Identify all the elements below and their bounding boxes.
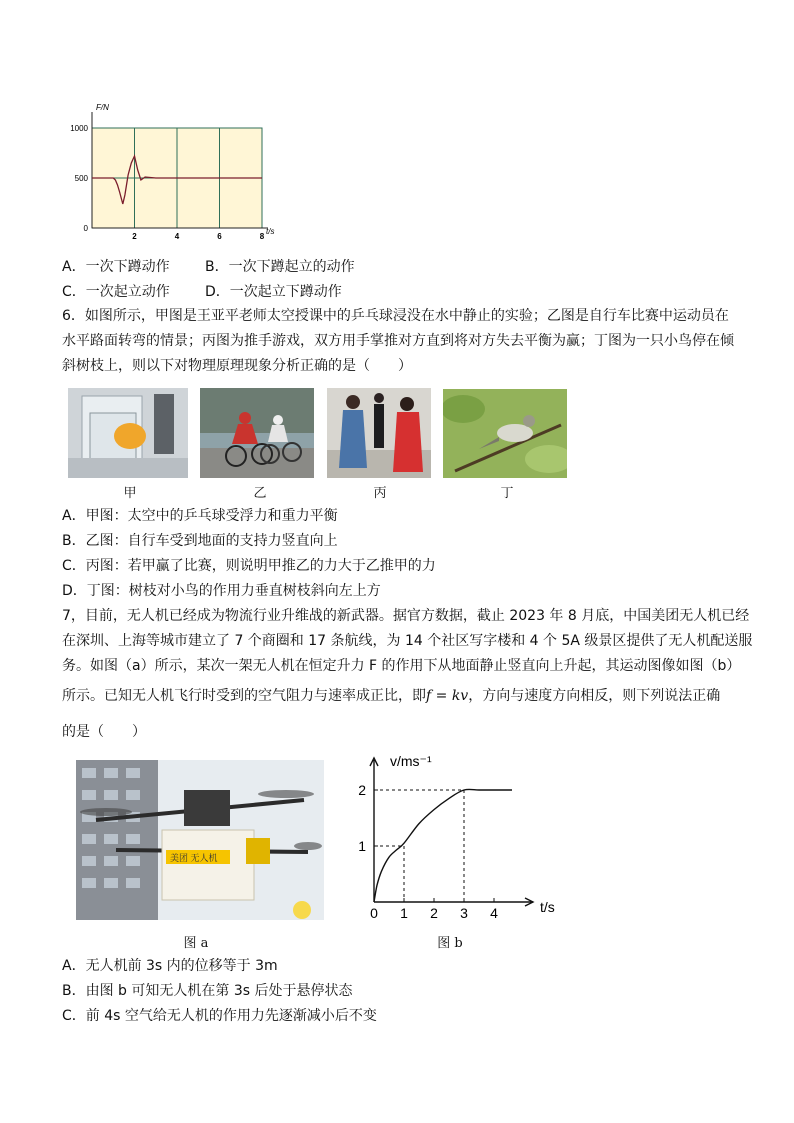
q5-options-row-1 [62,257,355,277]
q7-stem-line-2: 在深圳、上海等城市建立了 7 个商圈和 17 条航线，为 14 个社区写字楼和 4 个 5A 级景区提供了无人机配送服 [62,633,753,649]
x-tick-label: 6 [217,232,222,241]
x-tick-label: 8 [259,232,265,241]
photo-bing-push-hands-game [327,388,431,478]
x-tick-label: 3 [460,905,468,921]
q7-option-b: B．由图 b 可知无人机在第 3s 后处于悬停状态 [62,983,353,999]
q5-option-a: A．一次下蹲动作 [62,259,170,275]
x-tick-label: 4 [490,905,498,921]
photo-yi-cyclists-turning [200,388,314,478]
force-time-chart [60,100,290,248]
caption-figure-a: 图 a [183,936,209,951]
drag-formula: f = kv [426,688,469,704]
x-tick-label: 4 [174,232,180,241]
q7-line4-pre: 所示。已知无人机飞行时受到的空气阻力与速率成正比，即 [62,688,426,704]
q6-stem-line-2: 水平路面转弯的情景；丙图为推手游戏，双方用手掌推对方直到将对方失去平衡为赢；丁图为一只小鸟停在倾 [62,333,734,349]
caption-figure-b: 图 b [437,936,463,951]
drone-label: 美团 无人机 [170,853,218,863]
y-axis-label: v/ms⁻¹ [390,753,432,769]
q7-option-a: A．无人机前 3s 内的位移等于 3m [62,958,278,974]
x-axis-label: t/s [266,227,275,236]
y-axis-label: F/N [96,103,109,112]
caption-jia: 甲 [123,486,137,501]
q7-stem-line-4 [62,686,720,706]
q5-option-c: C．一次起立动作 [62,284,170,300]
q6-option-d: D．丁图：树枝对小鸟的作用力垂直树枝斜向左上方 [62,583,381,599]
q7-stem-line-1: 7，目前，无人机已经成为物流行业升维战的新武器。据官方数据，截止 2023 年 8 月底，中国美团无人机已经 [62,608,750,624]
caption-yi: 乙 [253,486,267,501]
q5-options-row-2 [62,282,342,302]
q6-option-b: B．乙图：自行车受到地面的支持力竖直向上 [62,533,338,549]
q7-option-c: C．前 4s 空气给无人机的作用力先逐渐减小后不变 [62,1008,377,1024]
caption-bing: 丙 [373,486,387,501]
chart-axes [370,758,533,906]
photo-ding-bird-on-branch [443,389,567,478]
x-tick-label: 2 [430,905,438,921]
photo-delivery-drone [76,760,324,920]
x-tick-label: 1 [400,905,408,921]
y-tick-label: 500 [74,174,88,183]
y-tick-label: 0 [83,224,88,233]
y-tick-label: 1 [358,838,366,854]
q6-option-c: C．丙图：若甲赢了比赛，则说明甲推乙的力大于乙推甲的力 [62,558,436,574]
q6-option-a: A．甲图：太空中的乒乓球受浮力和重力平衡 [62,508,338,524]
chart-dashed-guides [374,790,464,902]
photo-jia-pingpong-in-water [68,388,188,478]
x-axis-label: t/s [540,899,555,915]
chart-ticks [358,782,498,921]
y-tick-label: 2 [358,782,366,798]
velocity-time-chart [350,752,570,922]
y-tick-label: 1000 [70,124,88,133]
q7-line4-post: ，方向与速度方向相反，则下列说法正确 [468,688,721,704]
caption-ding: 丁 [500,486,514,501]
x-tick-label: 2 [132,232,137,241]
x-tick-label: 0 [370,905,378,921]
q5-option-d: D．一次起立下蹲动作 [205,284,342,300]
q6-stem-line-1: 6．如图所示，甲图是王亚平老师太空授课中的乒乓球浸没在水中静止的实验；乙图是自行车比赛中运动员在 [62,308,729,324]
q7-stem-line-3: 务。如图（a）所示，某次一架无人机在恒定升力 F 的作用下从地面静止竖直向上升起，其运动图像如图（b） [62,658,741,674]
q6-stem-line-3: 斜树枝上，则以下对物理原理现象分析正确的是（ ） [62,358,412,374]
q5-option-b: B．一次下蹲起立的动作 [205,259,355,275]
q7-stem-line-5: 的是（ ） [62,724,146,740]
